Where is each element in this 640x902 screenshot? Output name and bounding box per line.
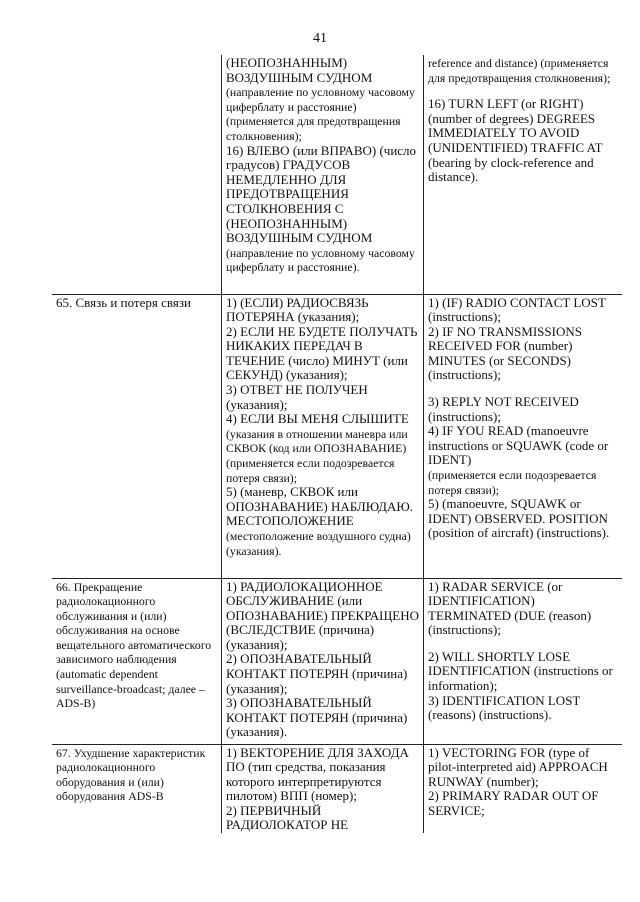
russian-phrases-cell xyxy=(222,294,424,578)
table-row xyxy=(52,55,622,294)
phrase-ru: (направление по условному часовому циферблату и расстояние) (применяется для предотвращения столкновения); xyxy=(226,85,415,143)
english-phrases-cell xyxy=(424,578,623,744)
phrase-en: 2) WILL SHORTLY LOSE IDENTIFICATION (instructions or information); xyxy=(428,648,613,694)
phrase-ru: (местоположение воздушного судна) (указания). xyxy=(226,529,411,558)
phrase-ru: 2) ПЕРВИЧНЫЙ РАДИОЛОКАТОР НЕ xyxy=(226,802,349,833)
phraseology-table xyxy=(52,55,622,833)
situation-text: 67. Ухудшение характеристик радиолокационного оборудования и (или) оборудования ADS-B xyxy=(56,745,206,804)
phrase-ru: 2) ОПОЗНАВАТЕЛЬНЫЙ КОНТАКТ ПОТЕРЯН (причина) (указания); xyxy=(226,651,408,696)
phrase-ru: 1) (ЕСЛИ) РАДИОСВЯЗЬ ПОТЕРЯНА (указания); xyxy=(226,294,369,325)
page-number: 41 xyxy=(313,31,327,46)
phrase-ru: 2) ЕСЛИ НЕ БУДЕТЕ ПОЛУЧАТЬ НИКАКИХ ПЕРЕДАЧ В ТЕЧЕНИЕ (число) МИНУТ (или СЕКУНД) (указания); xyxy=(226,323,418,383)
phrase-ru: 4) ЕСЛИ ВЫ МЕНЯ СЛЫШИТЕ xyxy=(226,411,409,427)
situation-cell xyxy=(52,744,222,833)
phrase-en: 1) (IF) RADIO CONTACT LOST (instructions); xyxy=(428,294,606,325)
phrase-en: 1) RADAR SERVICE (or IDENTIFICATION) TERMINATED (DUE (reason) (instructions); xyxy=(428,578,592,638)
phrase-ru: 1) ВЕКТОРЕНИЕ ДЛЯ ЗАХОДА ПО (тип средства, показания которого интерпретируются пилотом) ВПП (номер); xyxy=(226,744,409,804)
table-row xyxy=(52,294,622,578)
phrase-ru: (НЕОПОЗНАННЫМ) ВОЗДУШНЫМ СУДНОМ xyxy=(226,55,373,85)
russian-phrases-cell xyxy=(222,55,424,294)
situation-cell xyxy=(52,294,222,578)
phrase-en: 2) IF NO TRANSMISSIONS RECEIVED FOR (number) MINUTES (or SECONDS) (instructions); xyxy=(428,323,582,383)
russian-phrases-cell xyxy=(222,744,424,833)
phrase-en: (применяется если подозревается потеря связи); xyxy=(428,468,597,497)
phrase-en: 16) TURN LEFT (or RIGHT) (number of degrees) DEGREES IMMEDIATELY TO AVOID (UNIDENTIFIED) TRAFFIC AT (bearing by clock-reference and distance). xyxy=(428,96,603,185)
phrase-en: 3) IDENTIFICATION LOST (reasons) (instructions). xyxy=(428,692,581,723)
phrase-ru: 3) ОТВЕТ НЕ ПОЛУЧЕН (указания); xyxy=(226,382,368,412)
phrase-en: 2) PRIMARY RADAR OUT OF SERVICE; xyxy=(428,788,599,818)
english-phrases-cell xyxy=(424,55,623,294)
russian-phrases-cell xyxy=(222,578,424,744)
phrase-en: 3) REPLY NOT RECEIVED (instructions); xyxy=(428,394,579,424)
english-phrases-cell xyxy=(424,744,623,833)
phrase-en: 1) VECTORING FOR (type of pilot-interpreted aid) APPROACH RUNWAY (number); xyxy=(428,744,608,789)
phrase-ru: 1) РАДИОЛОКАЦИОННОЕ ОБСЛУЖИВАНИЕ (или ОПОЗНАВАНИЕ) ПРЕКРАЩЕНО (ВСЛЕДСТВИЕ (причина) (указания); xyxy=(226,578,420,652)
english-phrases-cell xyxy=(424,294,623,578)
phrase-ru: 5) (маневр, СКВОК или ОПОЗНАВАНИЕ) НАБЛЮДАЮ. МЕСТОПОЛОЖЕНИЕ xyxy=(226,484,413,529)
phrase-en: 4) IF YOU READ (manoeuvre instructions or SQUAWK (code or IDENT) xyxy=(428,423,609,468)
phrase-en: 5) (manoeuvre, SQUAWK or IDENT) OBSERVED. POSITION (position of aircraft) (instructions). xyxy=(428,496,610,541)
phrase-ru: (указания в отношении маневра или СКВОК (код или ОПОЗНАВАНИЕ) (применяется если подозревается потеря связи); xyxy=(226,426,408,485)
situation-cell xyxy=(52,55,222,294)
situation-text: 66. Прекращение радиолокационного обслуживания и (или) обслуживания на основе вещательного автоматического зависимого наблюдения (automatic dependent surveillance-broadcast; далее – ADS-B) xyxy=(56,579,212,711)
phrase-en: reference and distance) (применяется для предотвращения столкновения); xyxy=(428,56,611,85)
phrase-ru: 16) ВЛЕВО (или ВПРАВО) (число градусов) ГРАДУСОВ НЕМЕДЛЕННО ДЛЯ ПРЕДОТВРАЩЕНИЯ СТОЛКНОВЕНИЯ С (НЕОПОЗНАННЫМ) ВОЗДУШНЫМ СУДНОМ xyxy=(226,142,417,246)
phrase-ru: (направление по условному часовому циферблату и расстояние). xyxy=(226,245,415,275)
phrase-ru: 3) ОПОЗНАВАТЕЛЬНЫЙ КОНТАКТ ПОТЕРЯН (причина) (указания). xyxy=(226,695,408,740)
table-row xyxy=(52,578,622,744)
situation-cell xyxy=(52,578,222,744)
situation-text: 65. Связь и потеря связи xyxy=(56,294,191,310)
table-row xyxy=(52,744,622,833)
